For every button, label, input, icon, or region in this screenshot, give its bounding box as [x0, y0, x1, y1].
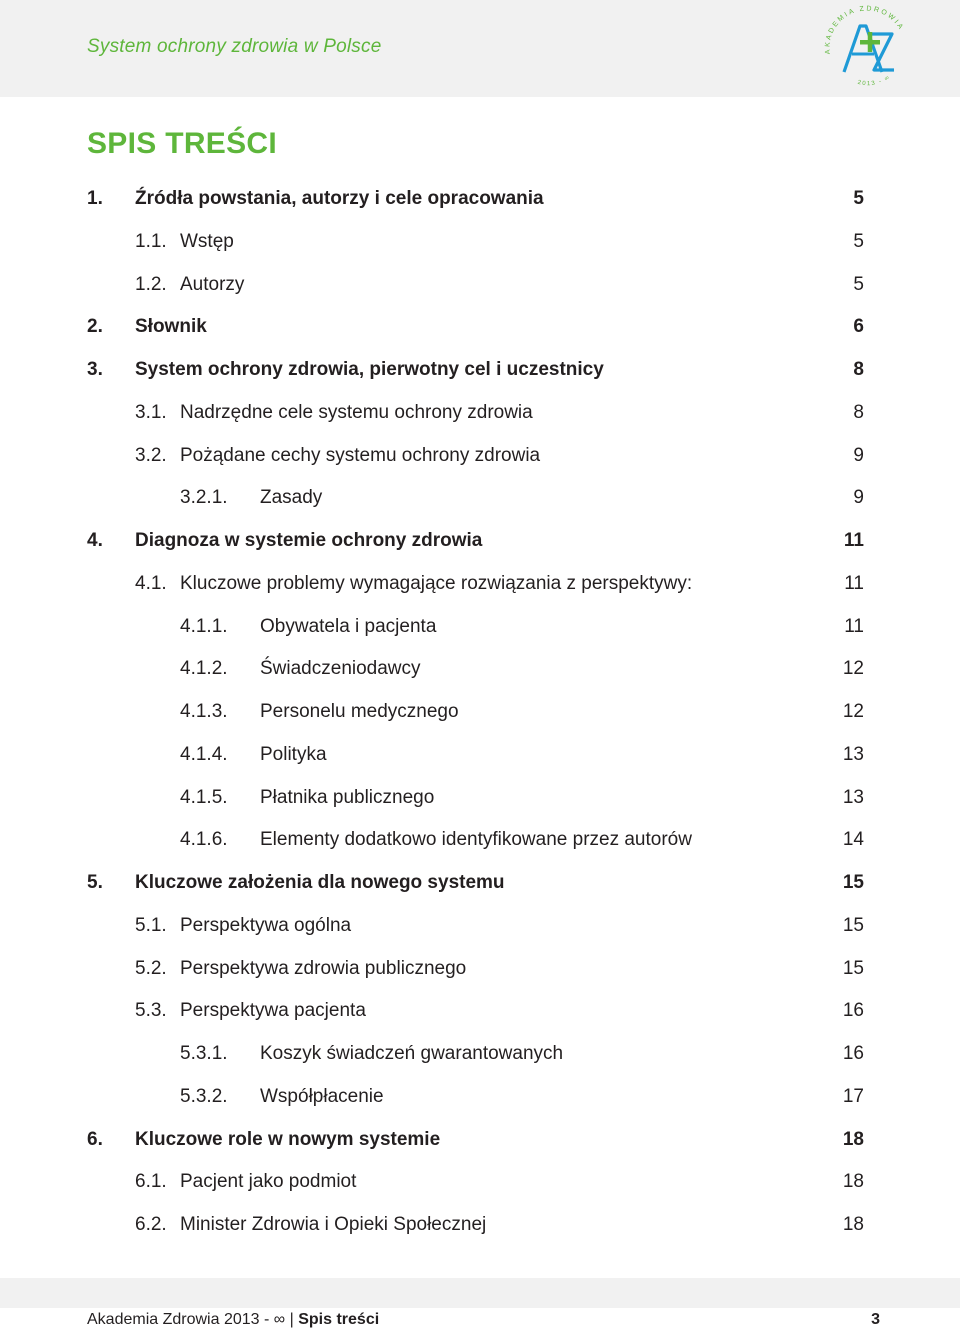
toc-entry[interactable] — [0, 227, 960, 257]
toc-entry-title: Pożądane cechy systemu ochrony zdrowia — [180, 445, 541, 466]
toc-entry-title: Koszyk świadczeń gwarantowanych — [260, 1043, 564, 1064]
toc-entry-page: 12 — [842, 701, 864, 722]
toc-entry-title: Kluczowe role w nowym systemie — [135, 1129, 441, 1150]
toc-entry-page: 16 — [842, 1043, 864, 1064]
toc-entry-page: 9 — [853, 487, 864, 508]
toc-entry[interactable] — [0, 1167, 960, 1197]
toc-entry-number: 4.1.6. — [180, 829, 228, 850]
logo-arc-text: AKADEMIA ZDROWIA — [824, 5, 905, 55]
toc-entry-title: Perspektywa ogólna — [180, 915, 352, 936]
toc-entry-number: 3. — [87, 359, 103, 380]
toc-entry-number: 1.2. — [135, 274, 167, 295]
toc-entry-number: 4. — [87, 530, 103, 551]
toc-entry[interactable] — [0, 911, 960, 941]
toc-entry-page: 13 — [842, 787, 864, 808]
toc-entry-title: Wstęp — [180, 231, 234, 252]
toc-entry-number: 3.2.1. — [180, 487, 228, 508]
toc-entry-title: Kluczowe problemy wymagające rozwiązania z perspektywy: — [180, 573, 693, 594]
toc-entry-page: 18 — [842, 1214, 864, 1235]
toc-entry-page: 11 — [843, 530, 864, 551]
toc-entry-number: 6.1. — [135, 1171, 167, 1192]
toc-entry-title: System ochrony zdrowia, pierwotny cel i uczestnicy — [135, 359, 604, 380]
toc-entry-page: 8 — [853, 402, 864, 423]
toc-entry[interactable] — [0, 569, 960, 599]
toc-entry-title: Minister Zdrowia i Opieki Społecznej — [180, 1214, 487, 1235]
toc-entry-title: Kluczowe założenia dla nowego systemu — [135, 872, 505, 893]
toc-entry-number: 3.1. — [135, 402, 167, 423]
toc-entry[interactable] — [0, 398, 960, 428]
toc-entry-title: Słownik — [135, 316, 207, 337]
toc-entry-page: 18 — [842, 1129, 864, 1150]
toc-entry[interactable] — [0, 526, 960, 556]
toc-entry[interactable] — [0, 312, 960, 342]
toc-entry[interactable] — [0, 996, 960, 1026]
toc-entry-title: Diagnoza w systemie ochrony zdrowia — [135, 530, 483, 551]
toc-entry-number: 1. — [87, 188, 103, 209]
toc-entry-page: 11 — [844, 616, 864, 637]
toc-entry-title: Świadczeniodawcy — [260, 658, 421, 679]
toc-entry-number: 5.3.2. — [180, 1086, 228, 1107]
toc-entry[interactable] — [0, 612, 960, 642]
toc-entry[interactable] — [0, 441, 960, 471]
toc-entry[interactable] — [0, 868, 960, 898]
toc-entry-title: Pacjent jako podmiot — [180, 1171, 357, 1192]
toc-entry[interactable] — [0, 270, 960, 300]
footer-publisher: Akademia Zdrowia 2013 - ∞ — [87, 1311, 286, 1328]
toc-entry-number: 4.1. — [135, 573, 167, 594]
toc-entry-number: 5.3.1. — [180, 1043, 228, 1064]
toc-entry-number: 2. — [87, 316, 103, 337]
toc-entry-number: 6. — [87, 1129, 103, 1150]
toc-entry-page: 15 — [842, 958, 864, 979]
toc-entry-number: 4.1.2. — [180, 658, 228, 679]
toc-entry-page: 8 — [853, 359, 864, 380]
toc-entry-number: 4.1.3. — [180, 701, 228, 722]
toc-entry-page: 13 — [842, 744, 864, 765]
toc-entry-page: 15 — [842, 872, 864, 893]
toc-entry-page: 12 — [842, 658, 864, 679]
toc-entry-title: Źródła powstania, autorzy i cele opracowania — [135, 188, 544, 209]
svg-text:AKADEMIA ZDROWIA — [824, 5, 904, 54]
toc-entry-number: 3.2. — [135, 445, 167, 466]
toc-entry-number: 5.2. — [135, 958, 167, 979]
toc-entry-number: 5.3. — [135, 1000, 167, 1021]
toc-entry-number: 5.1. — [135, 915, 167, 936]
toc-entry[interactable] — [0, 1210, 960, 1240]
toc-entry-title: Perspektywa pacjenta — [180, 1000, 366, 1021]
toc-entry-page: 15 — [842, 915, 864, 936]
toc-entry[interactable] — [0, 355, 960, 385]
toc-entry-page: 9 — [853, 445, 864, 466]
toc-entry-page: 5 — [853, 274, 864, 295]
toc-entry[interactable] — [0, 697, 960, 727]
toc-entry-page: 14 — [842, 829, 864, 850]
toc-entry-number: 5. — [87, 872, 103, 893]
toc-entry-title: Perspektywa zdrowia publicznego — [180, 958, 467, 979]
toc-entry[interactable] — [0, 483, 960, 513]
toc-entry-page: 11 — [844, 573, 864, 594]
footer-separator: | — [289, 1311, 294, 1328]
running-header-title: System ochrony zdrowia w Polsce — [87, 36, 382, 57]
toc-entry-number: 4.1.4. — [180, 744, 228, 765]
toc-entry-title: Nadrzędne cele systemu ochrony zdrowia — [180, 402, 533, 423]
toc-entry-title: Płatnika publicznego — [260, 787, 435, 808]
toc-entry-title: Zasady — [260, 487, 323, 508]
toc-entry[interactable] — [0, 954, 960, 984]
toc-entry[interactable] — [0, 184, 960, 214]
toc-entry-number: 6.2. — [135, 1214, 167, 1235]
toc-entry-number: 1.1. — [135, 231, 167, 252]
toc-entry-title: Personelu medycznego — [260, 701, 459, 722]
toc-entry[interactable] — [0, 740, 960, 770]
logo-year-text: 2013 - ∞ — [856, 74, 892, 88]
footer-band — [0, 1278, 960, 1308]
toc-entry-number: 4.1.5. — [180, 787, 228, 808]
toc-entry[interactable] — [0, 1125, 960, 1155]
toc-heading: SPIS TREŚCI — [87, 127, 278, 160]
toc-entry-page: 5 — [853, 231, 864, 252]
toc-entry-number: 4.1.1. — [180, 616, 228, 637]
toc-entry-page: 6 — [853, 316, 864, 337]
toc-entry-title: Autorzy — [180, 274, 245, 295]
running-footer — [87, 1311, 379, 1329]
toc-entry-page: 18 — [842, 1171, 864, 1192]
toc-entry-title: Polityka — [260, 744, 327, 765]
toc-entry-title: Obywatela i pacjenta — [260, 616, 437, 637]
footer-page-number: 3 — [871, 1311, 880, 1328]
toc-entry[interactable] — [0, 825, 960, 855]
toc-entry[interactable] — [0, 783, 960, 813]
footer-section: Spis treści — [298, 1311, 380, 1328]
akademia-zdrowia-logo — [820, 4, 910, 92]
toc-entry[interactable] — [0, 1039, 960, 1069]
svg-text:2013 - ∞ — [857, 74, 892, 87]
toc-entry-page: 17 — [842, 1086, 864, 1107]
toc-entry[interactable] — [0, 1082, 960, 1112]
toc-entry-page: 5 — [853, 188, 864, 209]
toc-entry-title: Elementy dodatkowo identyfikowane przez autorów — [260, 829, 692, 850]
toc-entry-title: Współpłacenie — [260, 1086, 384, 1107]
toc-entry-page: 16 — [842, 1000, 864, 1021]
toc-entry[interactable] — [0, 654, 960, 684]
